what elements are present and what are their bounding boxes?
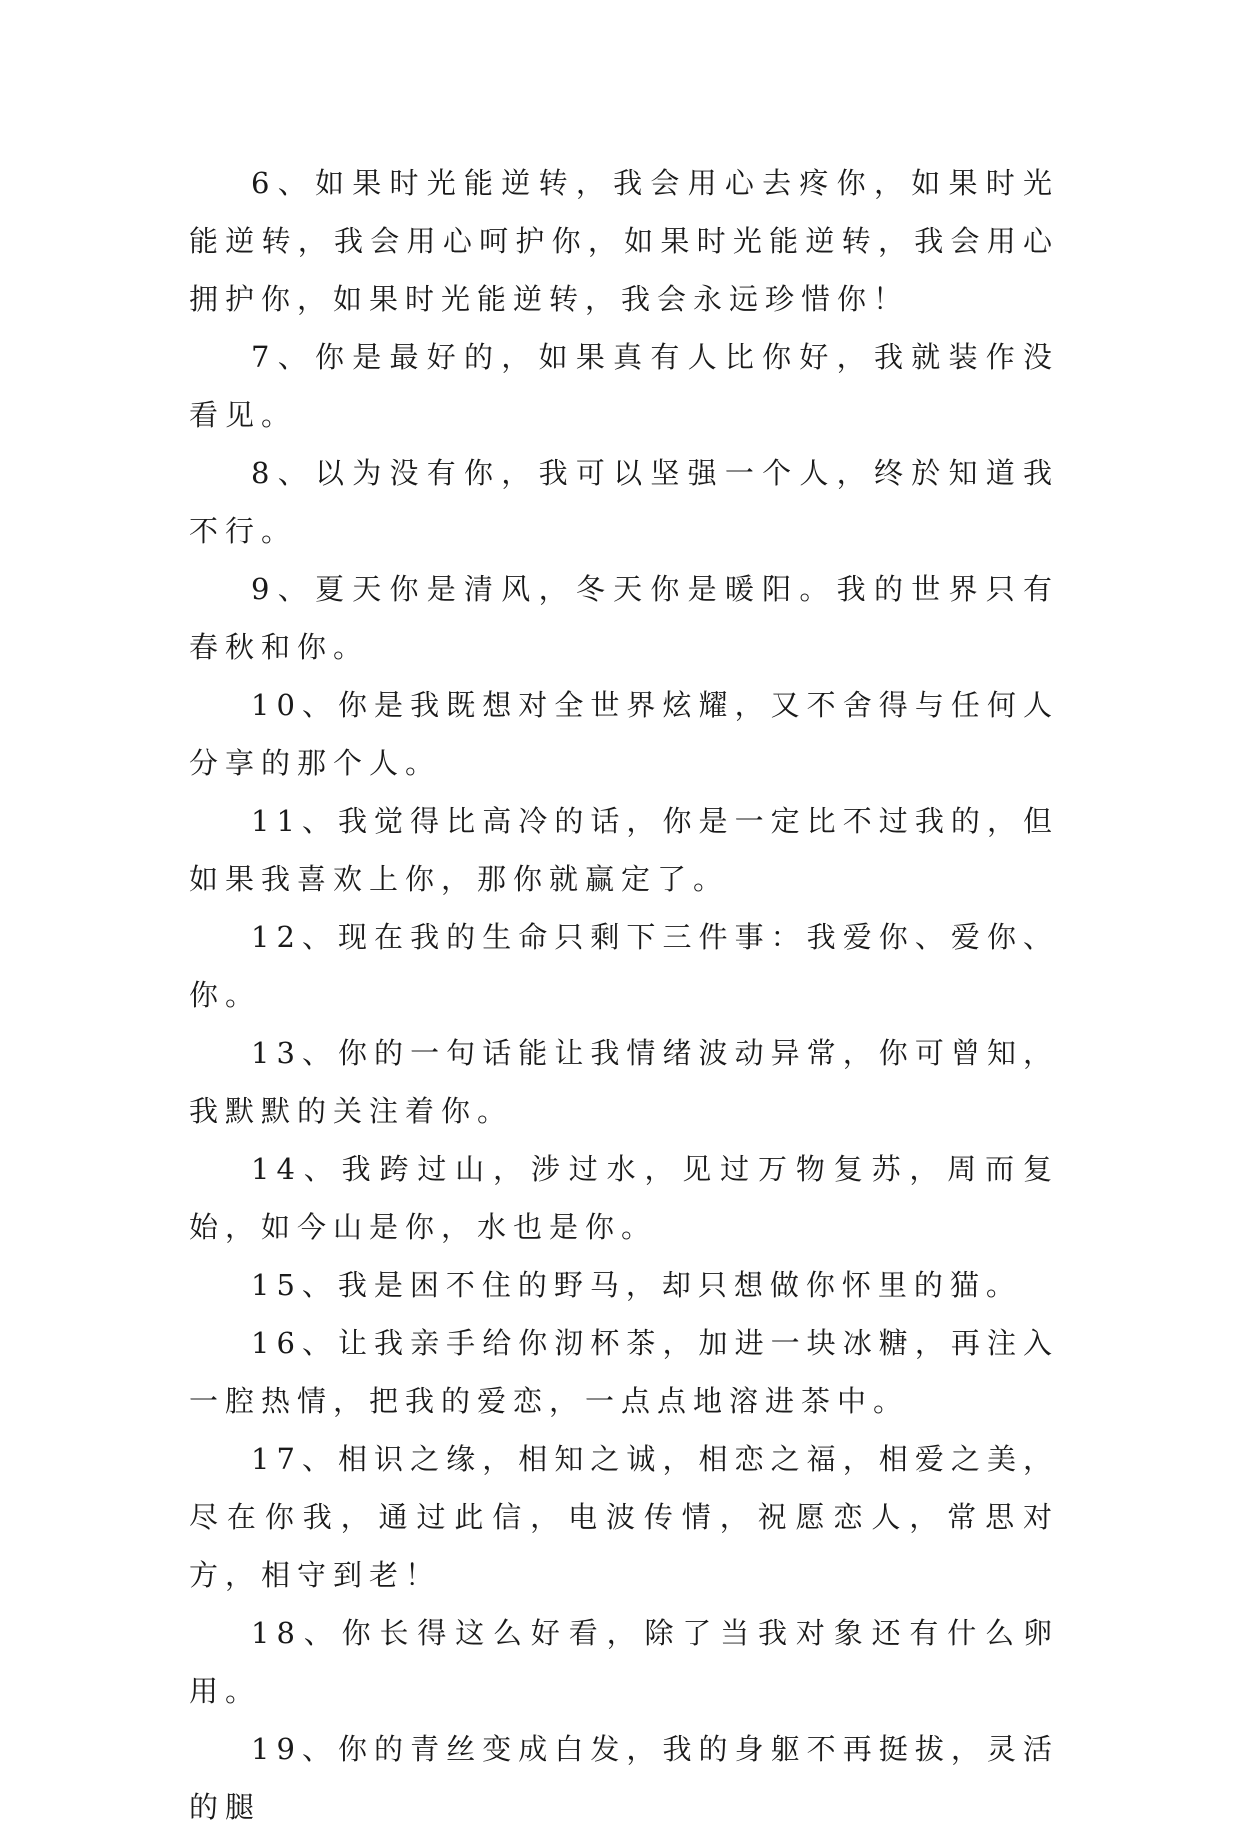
paragraph-15: 15、我是困不住的野马，却只想做你怀里的猫。: [251, 1268, 1022, 1302]
document-body: [189, 154, 1059, 1836]
paragraph-6: 6、如果时光能逆转，我会用心去疼你，如果时光能逆转，我会用心呵护你，如果时光能逆转，我会用心拥护你，如果时光能逆转，我会永远珍惜你！: [189, 166, 1059, 316]
paragraph-12: 12、现在我的生命只剩下三件事：我爱你、爱你、你。: [189, 920, 1059, 1012]
paragraph-18: 18、你长得这么好看，除了当我对象还有什么卵用。: [189, 1616, 1059, 1708]
paragraph-17: 17、相识之缘，相知之诚，相恋之福，相爱之美，尽在你我，通过此信，电波传情，祝愿恋人，常思对方，相守到老！: [189, 1442, 1059, 1592]
paragraph-14: 14、我跨过山，涉过水，见过万物复苏，周而复始，如今山是你，水也是你。: [189, 1152, 1059, 1244]
paragraph-13: 13、你的一句话能让我情绪波动异常，你可曾知，我默默的关注着你。: [189, 1036, 1059, 1128]
paragraph-7: 7、你是最好的，如果真有人比你好，我就装作没看见。: [189, 340, 1059, 432]
paragraph-11: 11、我觉得比高冷的话，你是一定比不过我的，但如果我喜欢上你，那你就赢定了。: [189, 804, 1059, 896]
paragraph-19: 19、你的青丝变成白发，我的身躯不再挺拔，灵活的腿: [189, 1732, 1059, 1824]
paragraph-8: 8、以为没有你，我可以坚强一个人，终於知道我不行。: [189, 456, 1059, 548]
paragraph-10: 10、你是我既想对全世界炫耀，又不舍得与任何人分享的那个人。: [189, 688, 1059, 780]
paragraph-16: 16、让我亲手给你沏杯茶，加进一块冰糖，再注入一腔热情，把我的爱恋，一点点地溶进茶中。: [189, 1326, 1059, 1418]
paragraph-9: 9、夏天你是清风，冬天你是暖阳。我的世界只有春秋和你。: [189, 572, 1059, 664]
